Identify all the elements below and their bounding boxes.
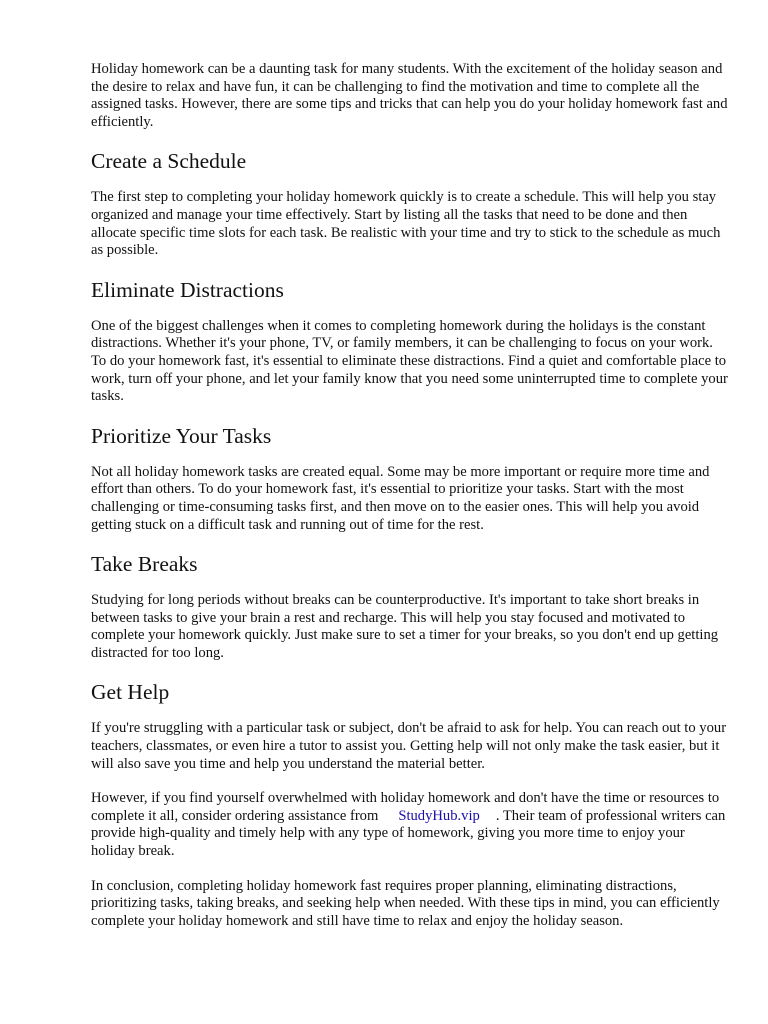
heading-get-help: Get Help [91, 680, 170, 705]
conclusion-paragraph: In conclusion, completing holiday homework fast requires proper planning, eliminating distractions, prioritizing tasks, taking breaks, and seeking help when needed. With these tips in mind, you can efficiently complete your holiday homework and still have time to relax and enjoy the holiday season. [91, 877, 720, 929]
paragraph-create-schedule: The first step to completing your holiday homework quickly is to create a schedule. This will help you stay organized and manage your time effectively. Start by listing all the tasks that need to be done and then allocate specific time slots for each task. Be realistic with your time and try to stick to the schedule as much as possible. [91, 189, 721, 259]
promo-text-before: However, if you find yourself overwhelmed with holiday homework and don't have the time or resources to complete it all, consider ordering assistance from [91, 790, 720, 824]
heading-create-schedule: Create a Schedule [91, 149, 247, 174]
document-page [91, 61, 731, 947]
paragraph-take-breaks: Studying for long periods without breaks can be counterproductive. It's important to take short breaks in between tasks to give your brain a rest and recharge. This will help you stay focused and motivated to complete your homework quickly. Just make sure to set a timer for your breaks, so you don't end up getting distracted for too long. [91, 592, 719, 661]
heading-eliminate-distractions: Eliminate Distractions [91, 277, 284, 302]
paragraph-prioritize-tasks: Not all holiday homework tasks are created equal. Some may be more important or require more time and effort than others. To do your homework fast, it's essential to prioritize your tasks. Start with the most challenging or time-consuming tasks first, and then move on to the easier ones. This will help you avoid getting stuck on a difficult task and running out of time for the rest. [91, 463, 710, 533]
intro-paragraph: Holiday homework can be a daunting task for many students. With the excitement of the holiday season and the desire to relax and have fun, it can be challenging to find the motivation and time to complete all the assigned tasks. However, there are some tips and tricks that can help you do your holiday homework fast and efficiently. [91, 61, 728, 130]
promo-text-after: . Their team of professional writers can provide high-quality and timely help with any type of homework, giving you more time to enjoy your holiday break. [91, 807, 726, 860]
promo-paragraph [91, 790, 731, 860]
studyhub-link[interactable]: StudyHub.vip [398, 807, 480, 824]
heading-take-breaks: Take Breaks [91, 552, 198, 577]
heading-prioritize-tasks: Prioritize Your Tasks [91, 423, 272, 448]
paragraph-get-help: If you're struggling with a particular task or subject, don't be afraid to ask for help. You can reach out to your teachers, classmates, or even hire a tutor to assist you. Getting help will not only make the task easier, but it will also save you time and help you understand the material better. [91, 720, 727, 772]
paragraph-eliminate-distractions: One of the biggest challenges when it comes to completing homework during the holidays is the constant distractions. Whether it's your phone, TV, or family members, it can be challenging to focus on your work. To do your homework fast, it's essential to eliminate these distractions. Find a quiet and comfortable place to work, turn off your phone, and let your family know that you need some uninterrupted time to complete your tasks. [91, 317, 728, 405]
